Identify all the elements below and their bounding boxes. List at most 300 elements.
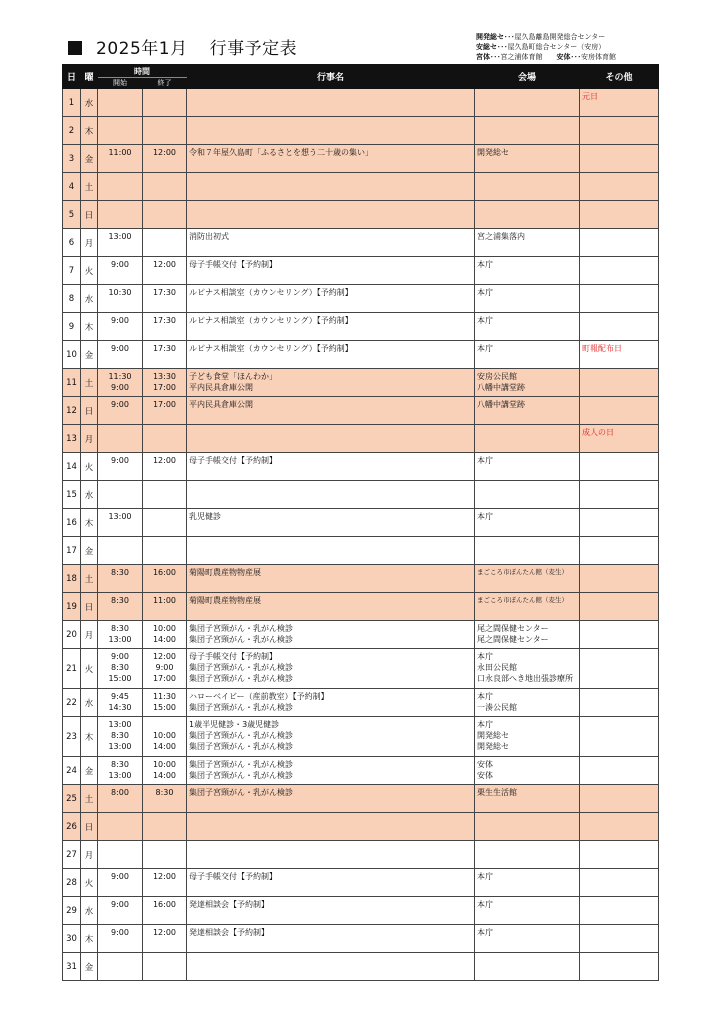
- event-line: 集団子宮頸がん・乳がん検診: [189, 663, 293, 672]
- venue-cell: [475, 145, 580, 173]
- weekday-cell: 月: [81, 229, 98, 257]
- legend-line-3: [476, 52, 616, 62]
- end-line: 15:00: [152, 703, 177, 712]
- square-bullet-icon: [68, 41, 82, 55]
- start-line: 8:30: [111, 731, 129, 740]
- other-cell: [580, 201, 659, 229]
- start-line: 13:00: [108, 635, 132, 644]
- event-line: 集団子宮頸がん・乳がん検診: [189, 760, 293, 769]
- other-cell: [580, 565, 659, 593]
- event-cell: [187, 397, 475, 425]
- event-line: [189, 175, 472, 186]
- event-line: 発達相談会【予約制】: [189, 900, 269, 909]
- schedule-table: [62, 64, 659, 981]
- event-cell: [187, 117, 475, 145]
- weekday-cell: 木: [81, 717, 98, 757]
- event-cell: [187, 717, 475, 757]
- table-row: [63, 537, 659, 565]
- other-cell: [580, 229, 659, 257]
- weekday-cell: 日: [81, 397, 98, 425]
- other-cell: 町報配布日: [580, 341, 659, 369]
- end-time-cell: [143, 313, 187, 341]
- other-cell: [580, 397, 659, 425]
- end-time-cell: [143, 897, 187, 925]
- end-line: [145, 427, 184, 438]
- venue-cell: [475, 565, 580, 593]
- venue-cell: [475, 953, 580, 981]
- table-row: [63, 453, 659, 481]
- event-line: 母子手帳交付【予約制】: [189, 260, 277, 269]
- legend-key: 安総セ: [476, 43, 497, 51]
- start-time-cell: [98, 481, 143, 509]
- legend-key: 安体: [556, 53, 571, 61]
- event-line: [189, 91, 472, 102]
- legend-key: 宮体: [476, 53, 490, 61]
- event-cell: [187, 649, 475, 689]
- start-line: 8:00: [111, 788, 129, 797]
- start-line: [100, 843, 140, 854]
- start-time-cell: [98, 649, 143, 689]
- end-time-cell: [143, 785, 187, 813]
- venue-cell: [475, 717, 580, 757]
- venue-line: 安体: [477, 760, 493, 769]
- start-line: 13:00: [108, 232, 132, 241]
- other-cell: [580, 841, 659, 869]
- start-time-cell: [98, 201, 143, 229]
- venue-line: 永田公民館: [477, 663, 517, 672]
- day-cell: 3: [63, 145, 81, 173]
- end-line: 17:00: [152, 400, 177, 409]
- end-time-cell: [143, 229, 187, 257]
- weekday-cell: 月: [81, 425, 98, 453]
- venue-cell: [475, 313, 580, 341]
- day-cell: 6: [63, 229, 81, 257]
- day-cell: 9: [63, 313, 81, 341]
- event-line: 集団子宮頸がん・乳がん検診: [189, 674, 293, 683]
- event-line: [189, 203, 472, 214]
- weekday-cell: 月: [81, 621, 98, 649]
- venue-line: 本庁: [477, 720, 493, 729]
- table-row: [63, 173, 659, 201]
- other-cell: [580, 717, 659, 757]
- end-line: 17:30: [152, 316, 177, 325]
- header-venue: 会場: [475, 65, 580, 89]
- end-line: [145, 955, 184, 966]
- table-row: [63, 425, 659, 453]
- start-line: [100, 955, 140, 966]
- table-body: [63, 89, 659, 981]
- end-time-cell: [143, 593, 187, 621]
- event-line: [189, 119, 472, 130]
- start-time-cell: [98, 117, 143, 145]
- day-cell: 12: [63, 397, 81, 425]
- start-line: 9:00: [111, 260, 129, 269]
- weekday-cell: 木: [81, 117, 98, 145]
- start-time-cell: [98, 953, 143, 981]
- venue-line: 口永良部へき地出張診療所: [477, 674, 573, 683]
- end-line: 12:00: [152, 928, 177, 937]
- venue-cell: [475, 689, 580, 717]
- weekday-cell: 金: [81, 341, 98, 369]
- legend-value: ･･･安房体育館: [570, 53, 616, 61]
- event-cell: [187, 341, 475, 369]
- table-row: [63, 565, 659, 593]
- venue-line: まごころ市ぽんたん館（麦生）: [477, 568, 568, 576]
- start-line: [100, 203, 140, 214]
- start-time-cell: [98, 925, 143, 953]
- start-time-cell: [98, 785, 143, 813]
- table-row: [63, 621, 659, 649]
- end-line: 9:00: [155, 663, 174, 672]
- end-time-cell: [143, 173, 187, 201]
- event-cell: [187, 425, 475, 453]
- end-time-cell: [143, 537, 187, 565]
- day-cell: 31: [63, 953, 81, 981]
- end-line: 10:00: [152, 731, 177, 740]
- start-line: [100, 427, 140, 438]
- end-time-cell: [143, 425, 187, 453]
- end-time-cell: [143, 813, 187, 841]
- end-line: 12:00: [152, 148, 177, 157]
- venue-cell: [475, 117, 580, 145]
- start-time-cell: [98, 565, 143, 593]
- venue-cell: [475, 813, 580, 841]
- weekday-cell: 土: [81, 369, 98, 397]
- start-time-cell: [98, 425, 143, 453]
- page-title: [68, 34, 297, 59]
- end-time-cell: [143, 717, 187, 757]
- venue-cell: [475, 229, 580, 257]
- weekday-cell: 木: [81, 313, 98, 341]
- start-line: 8:30: [111, 568, 129, 577]
- event-line: [189, 843, 472, 854]
- other-cell: [580, 369, 659, 397]
- other-cell: [580, 313, 659, 341]
- weekday-cell: 月: [81, 841, 98, 869]
- weekday-cell: 火: [81, 453, 98, 481]
- other-cell: [580, 689, 659, 717]
- event-cell: [187, 593, 475, 621]
- start-time-cell: [98, 689, 143, 717]
- start-time-cell: [98, 841, 143, 869]
- end-line: 13:30: [152, 372, 177, 381]
- event-line: 集団子宮頸がん・乳がん検診: [189, 731, 293, 740]
- start-line: 9:00: [111, 344, 129, 353]
- event-cell: [187, 689, 475, 717]
- venue-line: 栗生生活館: [477, 788, 517, 797]
- start-line: [100, 175, 140, 186]
- venue-cell: [475, 925, 580, 953]
- event-line: 子ども食堂「ほんわか」: [189, 372, 277, 381]
- event-cell: [187, 229, 475, 257]
- start-line: 9:00: [111, 316, 129, 325]
- end-time-cell: [143, 341, 187, 369]
- day-cell: 18: [63, 565, 81, 593]
- day-cell: 26: [63, 813, 81, 841]
- venue-cell: [475, 201, 580, 229]
- start-line: 9:45: [111, 692, 129, 701]
- day-cell: 29: [63, 897, 81, 925]
- start-line: [100, 91, 140, 102]
- end-time-cell: [143, 453, 187, 481]
- end-line: [145, 483, 184, 494]
- event-cell: [187, 621, 475, 649]
- weekday-cell: 木: [81, 509, 98, 537]
- end-line: 12:00: [152, 260, 177, 269]
- event-line: ルピナス相談室（カウンセリング）【予約制】: [189, 316, 353, 325]
- start-line: 13:00: [108, 771, 132, 780]
- weekday-cell: 火: [81, 257, 98, 285]
- other-cell: [580, 925, 659, 953]
- table-row: [63, 869, 659, 897]
- venue-cell: [475, 453, 580, 481]
- event-line: ルピナス相談室（カウンセリング）【予約制】: [189, 288, 353, 297]
- venue-line: 一湊公民館: [477, 703, 517, 712]
- venue-cell: [475, 481, 580, 509]
- event-line: 平内民具倉庫公開: [189, 383, 253, 392]
- other-cell: [580, 813, 659, 841]
- end-line: 8:30: [155, 788, 174, 797]
- venue-cell: [475, 509, 580, 537]
- end-time-cell: [143, 649, 187, 689]
- end-time-cell: [143, 925, 187, 953]
- venue-line: 開発総セ: [477, 742, 509, 751]
- weekday-cell: 金: [81, 537, 98, 565]
- event-line: 1歳半児健診・3歳児健診: [189, 720, 280, 729]
- weekday-cell: 木: [81, 925, 98, 953]
- day-cell: 23: [63, 717, 81, 757]
- venue-line: [477, 91, 577, 102]
- start-line: [100, 815, 140, 826]
- end-line: [145, 91, 184, 102]
- day-cell: 1: [63, 89, 81, 117]
- table-row: [63, 841, 659, 869]
- start-time-cell: [98, 313, 143, 341]
- end-line: 17:30: [152, 344, 177, 353]
- header-event: 行事名: [187, 65, 475, 89]
- venue-cell: [475, 89, 580, 117]
- abbreviation-legend: [476, 32, 616, 62]
- start-line: 8:30: [111, 760, 129, 769]
- table-row: [63, 925, 659, 953]
- end-line: 11:00: [152, 596, 177, 605]
- weekday-cell: 日: [81, 201, 98, 229]
- venue-cell: [475, 897, 580, 925]
- venue-line: 本庁: [477, 872, 493, 881]
- end-time-cell: [143, 285, 187, 313]
- start-time-cell: [98, 509, 143, 537]
- start-time-cell: [98, 341, 143, 369]
- venue-cell: [475, 649, 580, 689]
- event-cell: [187, 953, 475, 981]
- venue-cell: [475, 841, 580, 869]
- venue-line: 本庁: [477, 288, 493, 297]
- venue-line: [477, 955, 577, 966]
- header-end: 終了: [143, 78, 187, 89]
- event-cell: [187, 145, 475, 173]
- start-line: 9:00: [111, 652, 129, 661]
- end-line: 10:00: [152, 760, 177, 769]
- event-cell: [187, 537, 475, 565]
- table-row: [63, 717, 659, 757]
- end-line: 12:00: [152, 872, 177, 881]
- day-cell: 8: [63, 285, 81, 313]
- event-line: 母子手帳交付【予約制】: [189, 456, 277, 465]
- start-line: [100, 539, 140, 550]
- other-cell: 成人の日: [580, 425, 659, 453]
- other-cell: [580, 509, 659, 537]
- end-line: [145, 203, 184, 214]
- end-time-cell: [143, 953, 187, 981]
- end-line: 17:00: [152, 383, 177, 392]
- event-line: 母子手帳交付【予約制】: [189, 652, 277, 661]
- day-cell: 28: [63, 869, 81, 897]
- day-cell: 20: [63, 621, 81, 649]
- event-cell: [187, 173, 475, 201]
- event-cell: [187, 813, 475, 841]
- day-cell: 27: [63, 841, 81, 869]
- start-time-cell: [98, 397, 143, 425]
- header-start: 開始: [98, 78, 143, 89]
- event-cell: [187, 897, 475, 925]
- other-cell: [580, 785, 659, 813]
- venue-line: 本庁: [477, 512, 493, 521]
- venue-cell: [475, 869, 580, 897]
- other-cell: [580, 757, 659, 785]
- day-cell: 2: [63, 117, 81, 145]
- start-line: [100, 119, 140, 130]
- start-time-cell: [98, 537, 143, 565]
- end-time-cell: [143, 869, 187, 897]
- start-time-cell: [98, 453, 143, 481]
- event-cell: [187, 869, 475, 897]
- venue-line: 本庁: [477, 900, 493, 909]
- event-cell: [187, 509, 475, 537]
- table-row: [63, 369, 659, 397]
- event-cell: [187, 757, 475, 785]
- table-row: [63, 481, 659, 509]
- start-line: 13:00: [108, 720, 132, 729]
- header-time: 時間: [98, 65, 187, 78]
- end-line: 14:00: [152, 742, 177, 751]
- event-cell: [187, 785, 475, 813]
- event-cell: [187, 313, 475, 341]
- venue-line: [477, 483, 577, 494]
- end-line: 14:00: [152, 635, 177, 644]
- event-line: [189, 427, 472, 438]
- event-line: 令和７年屋久島町「ふるさとを想う二十歳の集い」: [189, 148, 373, 157]
- venue-line: 本庁: [477, 692, 493, 701]
- start-time-cell: [98, 145, 143, 173]
- event-line: [189, 955, 472, 966]
- event-line: [189, 483, 472, 494]
- venue-line: 本庁: [477, 652, 493, 661]
- start-time-cell: [98, 257, 143, 285]
- end-time-cell: [143, 89, 187, 117]
- table-row: [63, 397, 659, 425]
- venue-line: 本庁: [477, 344, 493, 353]
- day-cell: 4: [63, 173, 81, 201]
- end-time-cell: [143, 689, 187, 717]
- end-time-cell: [143, 257, 187, 285]
- venue-line: [477, 175, 577, 186]
- venue-cell: [475, 757, 580, 785]
- event-line: 集団子宮頸がん・乳がん検診: [189, 624, 293, 633]
- weekday-cell: 水: [81, 285, 98, 313]
- event-cell: [187, 565, 475, 593]
- start-time-cell: [98, 285, 143, 313]
- end-time-cell: [143, 757, 187, 785]
- table-row: [63, 313, 659, 341]
- table-row: [63, 593, 659, 621]
- event-line: 母子手帳交付【予約制】: [189, 872, 277, 881]
- other-cell: [580, 173, 659, 201]
- start-line: 11:00: [108, 148, 132, 157]
- end-line: [145, 231, 184, 242]
- day-cell: 30: [63, 925, 81, 953]
- start-line: 9:00: [111, 456, 129, 465]
- day-cell: 17: [63, 537, 81, 565]
- start-line: 9:00: [111, 383, 129, 392]
- event-line: 集団子宮頸がん・乳がん検診: [189, 742, 293, 751]
- end-time-cell: [143, 117, 187, 145]
- table-row: [63, 341, 659, 369]
- event-cell: [187, 369, 475, 397]
- end-time-cell: [143, 509, 187, 537]
- day-cell: 21: [63, 649, 81, 689]
- event-cell: [187, 481, 475, 509]
- event-line: 乳児健診: [189, 512, 221, 521]
- venue-cell: [475, 257, 580, 285]
- day-cell: 25: [63, 785, 81, 813]
- end-line: 12:00: [152, 456, 177, 465]
- start-time-cell: [98, 621, 143, 649]
- day-cell: 5: [63, 201, 81, 229]
- start-time-cell: [98, 593, 143, 621]
- event-line: [189, 539, 472, 550]
- end-line: [145, 843, 184, 854]
- header-day: 日: [63, 65, 81, 89]
- end-line: 10:00: [152, 624, 177, 633]
- end-time-cell: [143, 841, 187, 869]
- other-cell: [580, 117, 659, 145]
- other-cell: [580, 257, 659, 285]
- start-line: 9:00: [111, 400, 129, 409]
- legend-line-2: [476, 42, 616, 52]
- day-cell: 24: [63, 757, 81, 785]
- event-cell: [187, 257, 475, 285]
- other-cell: [580, 953, 659, 981]
- end-line: 17:00: [152, 674, 177, 683]
- weekday-cell: 土: [81, 785, 98, 813]
- other-cell: 元日: [580, 89, 659, 117]
- event-line: ハローベイビー（産前教室）【予約制】: [189, 692, 329, 701]
- event-cell: [187, 841, 475, 869]
- other-cell: [580, 537, 659, 565]
- venue-cell: [475, 397, 580, 425]
- start-line: 15:00: [108, 674, 132, 683]
- end-line: [145, 511, 184, 522]
- venue-line: 本庁: [477, 260, 493, 269]
- start-line: 8:30: [111, 663, 129, 672]
- day-cell: 22: [63, 689, 81, 717]
- venue-line: 安房公民館: [477, 372, 517, 381]
- end-line: [145, 119, 184, 130]
- table-row: [63, 785, 659, 813]
- other-cell: [580, 593, 659, 621]
- event-line: 平内民具倉庫公開: [189, 400, 253, 409]
- weekday-cell: 金: [81, 757, 98, 785]
